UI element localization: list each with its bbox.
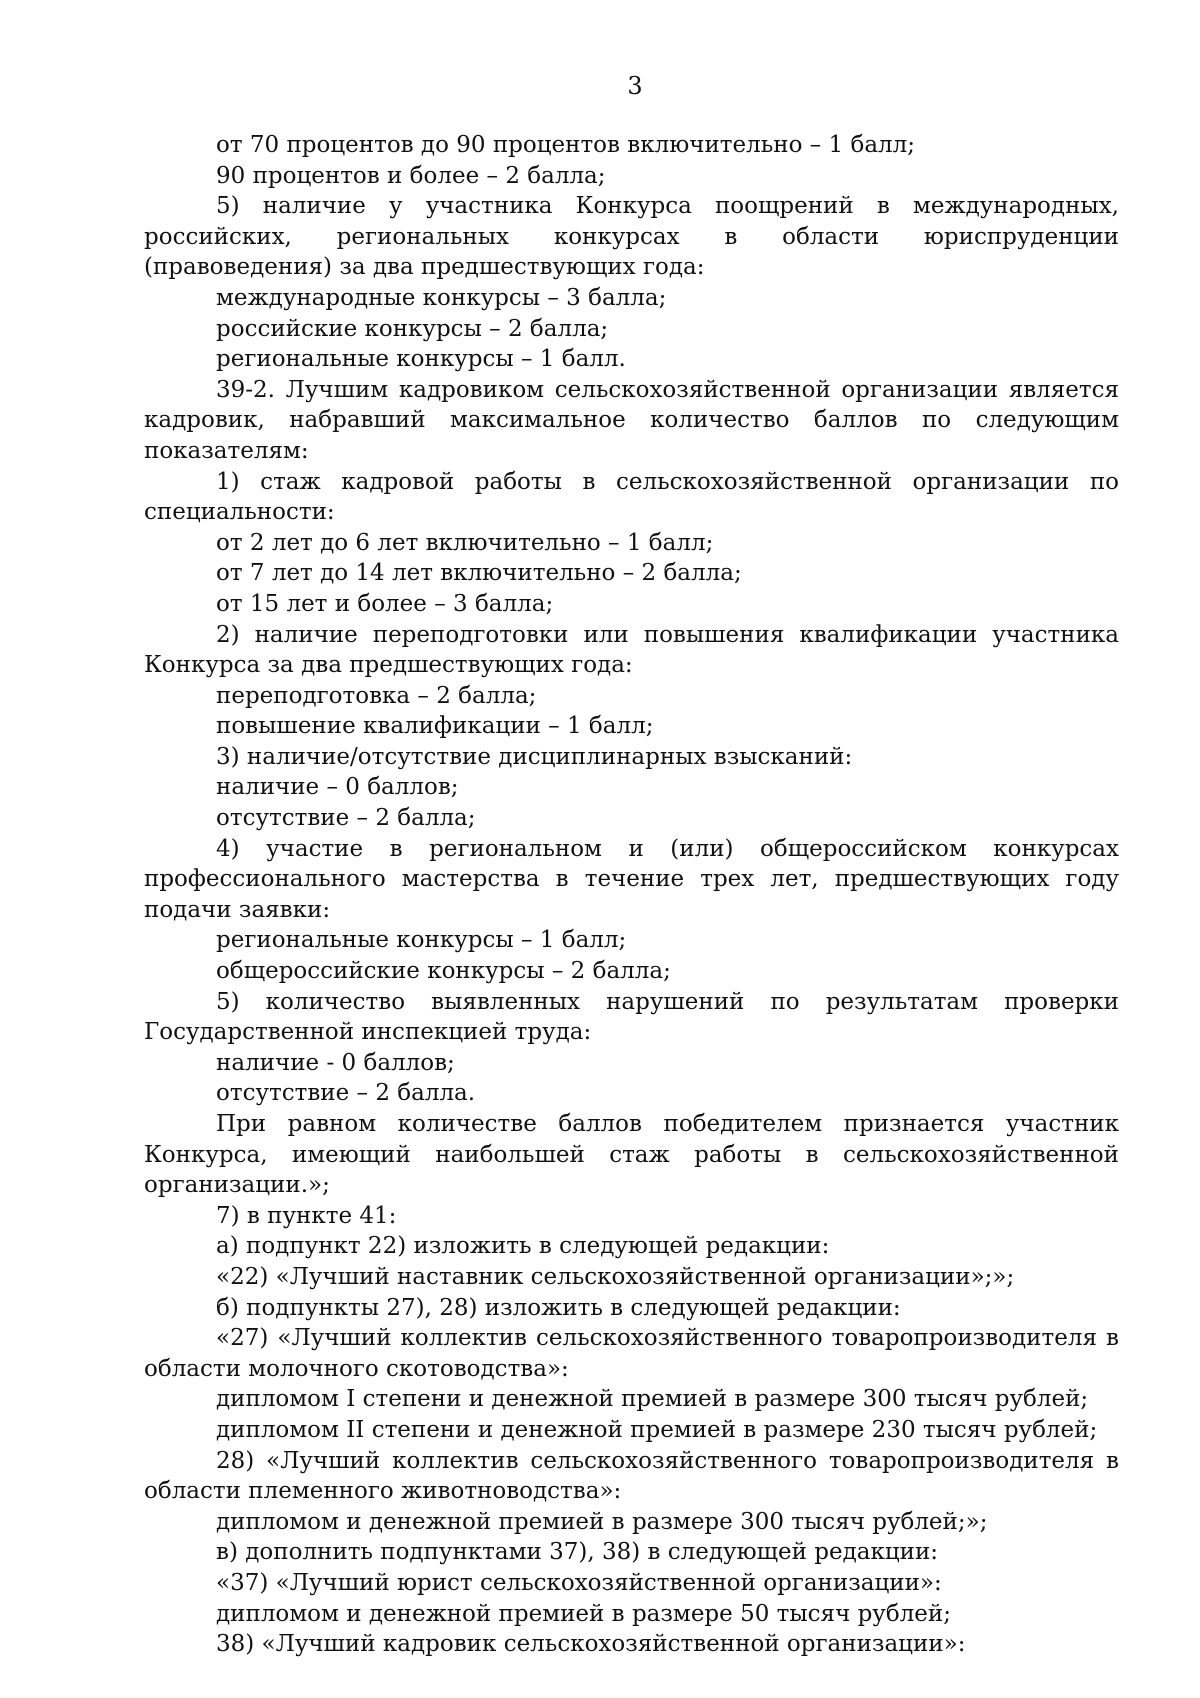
- paragraph: 38) «Лучший кадровик сельскохозяйственной организации»:: [216, 1631, 966, 1658]
- paragraph: 7) в пункте 41:: [216, 1202, 397, 1229]
- document-body: [144, 130, 1119, 1660]
- page-number: 3: [627, 72, 643, 100]
- paragraph: 2) наличие переподготовки или повышения квалификации участника Конкурса за два предшествующих года:: [144, 621, 1119, 679]
- paragraph: 28) «Лучший коллектив сельскохозяйственного товаропроизводителя в области племенного животноводства»:: [144, 1447, 1119, 1505]
- paragraph: 5) наличие у участника Конкурса поощрений в международных, российских, региональных конкурсах в области юриспруденции (правоведения) за два предшествующих года:: [144, 193, 1119, 281]
- paragraph: от 7 лет до 14 лет включительно – 2 балла;: [216, 560, 742, 587]
- paragraph: международные конкурсы – 3 балла;: [216, 284, 667, 311]
- paragraph: региональные конкурсы – 1 балл.: [216, 346, 626, 373]
- paragraph: «37) «Лучший юрист сельскохозяйственной организации»:: [216, 1569, 942, 1596]
- paragraph: 4) участие в региональном и (или) общероссийском конкурсах профессионального мастерства в течение трех лет, предшествующих году подачи заявки:: [144, 835, 1119, 923]
- paragraph: б) подпункты 27), 28) изложить в следующей редакции:: [216, 1294, 901, 1321]
- paragraph: «27) «Лучший коллектив сельскохозяйственного товаропроизводителя в области молочного скотоводства»:: [144, 1325, 1119, 1382]
- paragraph: наличие - 0 баллов;: [216, 1049, 455, 1076]
- paragraph: отсутствие – 2 балла.: [216, 1080, 476, 1107]
- paragraph: При равном количестве баллов победителем признается участник Конкурса, имеющий наибольшей стаж работы в сельскохозяйственной организации.»;: [144, 1111, 1119, 1199]
- paragraph: повышение квалификации – 1 балл;: [216, 713, 654, 740]
- paragraph: 1) стаж кадровой работы в сельскохозяйственной организации по специальности:: [144, 468, 1119, 526]
- paragraph: дипломом и денежной премией в размере 50 тысяч рублей;: [216, 1600, 951, 1627]
- paragraph: 5) количество выявленных нарушений по результатам проверки Государственной инспекцией труда:: [144, 988, 1119, 1046]
- paragraph: российские конкурсы – 2 балла;: [216, 315, 609, 342]
- paragraph: а) подпункт 22) изложить в следующей редакции:: [216, 1233, 830, 1260]
- paragraph: общероссийские конкурсы – 2 балла;: [216, 958, 671, 985]
- paragraph: региональные конкурсы – 1 балл;: [216, 927, 627, 954]
- paragraph: 39-2. Лучшим кадровиком сельскохозяйственной организации является кадровик, набравший максимальное количество баллов по следующим показателям:: [144, 376, 1119, 464]
- paragraph: отсутствие – 2 балла;: [216, 805, 476, 832]
- paragraph: дипломом и денежной премией в размере 300 тысяч рублей;»;: [216, 1508, 988, 1535]
- paragraph: в) дополнить подпунктами 37), 38) в следующей редакции:: [216, 1539, 939, 1566]
- paragraph: 90 процентов и более – 2 балла;: [216, 162, 606, 189]
- paragraph: от 70 процентов до 90 процентов включительно – 1 балл;: [216, 132, 916, 158]
- paragraph: от 15 лет и более – 3 балла;: [216, 590, 554, 617]
- paragraph: дипломом I степени и денежной премией в размере 300 тысяч рублей;: [216, 1386, 1089, 1413]
- paragraph: «22) «Лучший наставник сельскохозяйственной организации»;»;: [216, 1263, 1015, 1290]
- paragraph: наличие – 0 баллов;: [216, 774, 459, 801]
- paragraph: 3) наличие/отсутствие дисциплинарных взысканий:: [216, 743, 853, 770]
- paragraph: от 2 лет до 6 лет включительно – 1 балл;: [216, 529, 714, 556]
- paragraph: переподготовка – 2 балла;: [216, 682, 537, 709]
- paragraph: дипломом II степени и денежной премией в размере 230 тысяч рублей;: [216, 1416, 1098, 1443]
